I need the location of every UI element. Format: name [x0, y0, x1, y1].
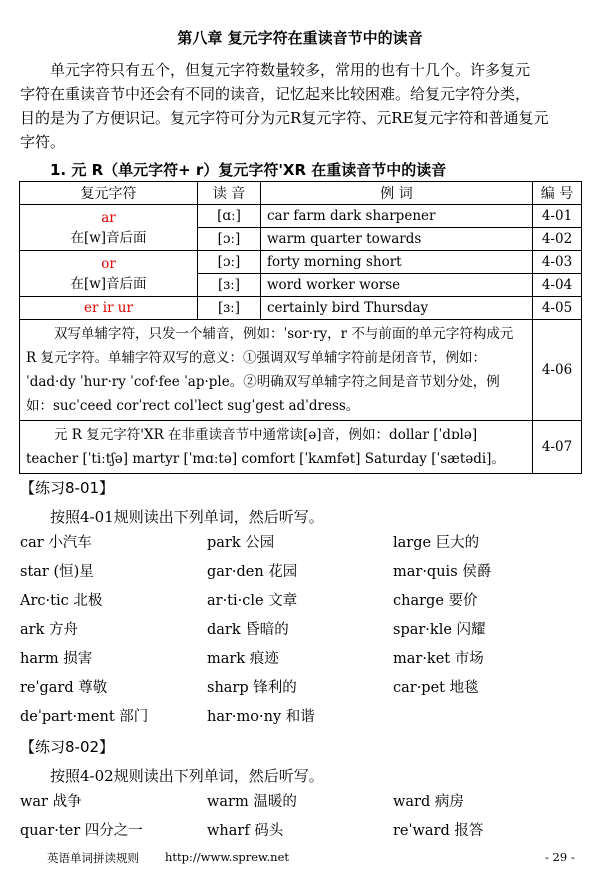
exercise-word: ward 病房 — [393, 794, 464, 810]
exercise-word: star (恒)星 — [20, 564, 94, 580]
exercise-word: charge 要价 — [393, 593, 478, 609]
char-sub: 在[w]音后面 — [70, 275, 147, 292]
intro-line: 字符在重读音节中还会有不同的读音，记忆起来比较困难。给复元字符分类， — [20, 85, 531, 103]
intro-line: 目的是为了方便识记。复元字符可分为元R复元字符、元RE复元字符和普通复元 — [20, 109, 549, 127]
exercise-word: reˈgard 尊敬 — [20, 680, 108, 696]
exercise-word: deˈpart·ment 部门 — [20, 709, 149, 725]
exercise-title: 【练习8-02】 — [20, 738, 115, 756]
rule-num: 4-04 — [533, 274, 582, 297]
intro-line: 单元字符只有五个，但复元字符数量较多，常用的也有十几个。许多复元 — [50, 61, 531, 79]
exercise-word: dark 昏暗的 — [207, 622, 289, 638]
ipa: [ɜː] — [198, 274, 261, 297]
exercise-word: har·mo·ny 和谐 — [207, 709, 315, 725]
char-sub: 在[w]音后面 — [70, 229, 147, 246]
example-words: warm quarter towards — [261, 228, 533, 251]
note-doubling: 双写单辅字符，只发一个辅音，例如：ˈsor·ry，r 不与前面的单元字符构成元 R 复元字符。单辅字符双写的意义：①强调双写单辅字符前是闭音节，例如：ˈdad·dy ˈhur·ry ˈcof·fee ˈap·ple。②明确双写单辅字符之间是音节划分处，例如：sucˈceed corˈrect colˈlect sugˈgest adˈdress。 — [20, 320, 533, 421]
header-ipa: 读 音 — [198, 182, 261, 205]
exercise-word: mark 痕迹 — [207, 651, 279, 667]
example-words: forty morning short — [261, 251, 533, 274]
ipa: [ɔː] — [198, 228, 261, 251]
rule-num: 4-01 — [533, 205, 582, 228]
ipa: [ɔː] — [198, 251, 261, 274]
example-words: word worker worse — [261, 274, 533, 297]
rule-num: 4-05 — [533, 297, 582, 320]
header-char: 复元字符 — [20, 182, 198, 205]
exercise-word: mar·ket 市场 — [393, 651, 484, 667]
exercise-word: quar·ter 四分之一 — [20, 823, 143, 839]
intro-paragraph — [20, 58, 582, 154]
exercise-word: sharp 锋利的 — [207, 680, 297, 696]
exercise-instruction: 按照4-02规则读出下列单词，然后听写。 — [50, 767, 324, 785]
char-cell — [20, 251, 198, 297]
char: or — [101, 255, 116, 272]
char-cell — [20, 205, 198, 251]
exercise-word: spar·kle 闪耀 — [393, 622, 486, 638]
exercise-word: car 小汽车 — [20, 535, 92, 551]
char: ar — [101, 209, 116, 226]
rules-table — [19, 181, 582, 474]
rule-num: 4-06 — [533, 320, 582, 421]
exercise-word: car·pet 地毯 — [393, 680, 479, 696]
intro-line: 字符。 — [20, 133, 66, 151]
exercise-word: large 巨大的 — [393, 535, 480, 551]
page-number: - 29 - — [545, 850, 575, 864]
exercise-word: Arc·tic 北极 — [20, 593, 103, 609]
rule-num: 4-07 — [533, 421, 582, 474]
note-unstressed: 元 R 复元字符'XR 在非重读音节中通常读[ə]音，例如：dollar [ˈdɒlə] teacher [ˈtiːtʃə] martyr [ˈmɑːtə] comfort [ˈkʌmfət] Saturday [ˈsætədi]。 — [20, 421, 533, 474]
exercise-word: wharf 码头 — [207, 823, 284, 839]
header-num: 编 号 — [533, 182, 582, 205]
exercise-word: reˈward 报答 — [393, 823, 484, 839]
exercise-word: mar·quis 侯爵 — [393, 564, 492, 580]
exercise-word: gar·den 花园 — [207, 564, 298, 580]
exercise-word: warm 温暖的 — [207, 794, 297, 810]
footer-url[interactable]: http://www.sprew.net — [165, 850, 289, 864]
exercise-word: harm 损害 — [20, 651, 93, 667]
footer-book-title: 英语单词拼读规则 — [47, 851, 139, 865]
exercise-instruction: 按照4-01规则读出下列单词，然后听写。 — [50, 508, 324, 526]
header-words: 例 词 — [261, 182, 533, 205]
rule-num: 4-03 — [533, 251, 582, 274]
rule-num: 4-02 — [533, 228, 582, 251]
char: er ir ur — [20, 297, 198, 320]
example-words: certainly bird Thursday — [261, 297, 533, 320]
exercise-word: ar·ti·cle 文章 — [207, 593, 298, 609]
page-title: 第八章 复元字符在重读音节中的读音 — [177, 29, 423, 47]
exercise-word: park 公园 — [207, 535, 275, 551]
exercise-title: 【练习8-01】 — [20, 479, 115, 497]
example-words: car farm dark sharpener — [261, 205, 533, 228]
ipa: [ɜː] — [198, 297, 261, 320]
exercise-word: war 战争 — [20, 794, 82, 810]
section-heading: 1. 元 R（单元字符+ r）复元字符'XR 在重读音节中的读音 — [50, 161, 447, 179]
exercise-word: ark 方舟 — [20, 622, 78, 638]
ipa: [ɑː] — [198, 205, 261, 228]
